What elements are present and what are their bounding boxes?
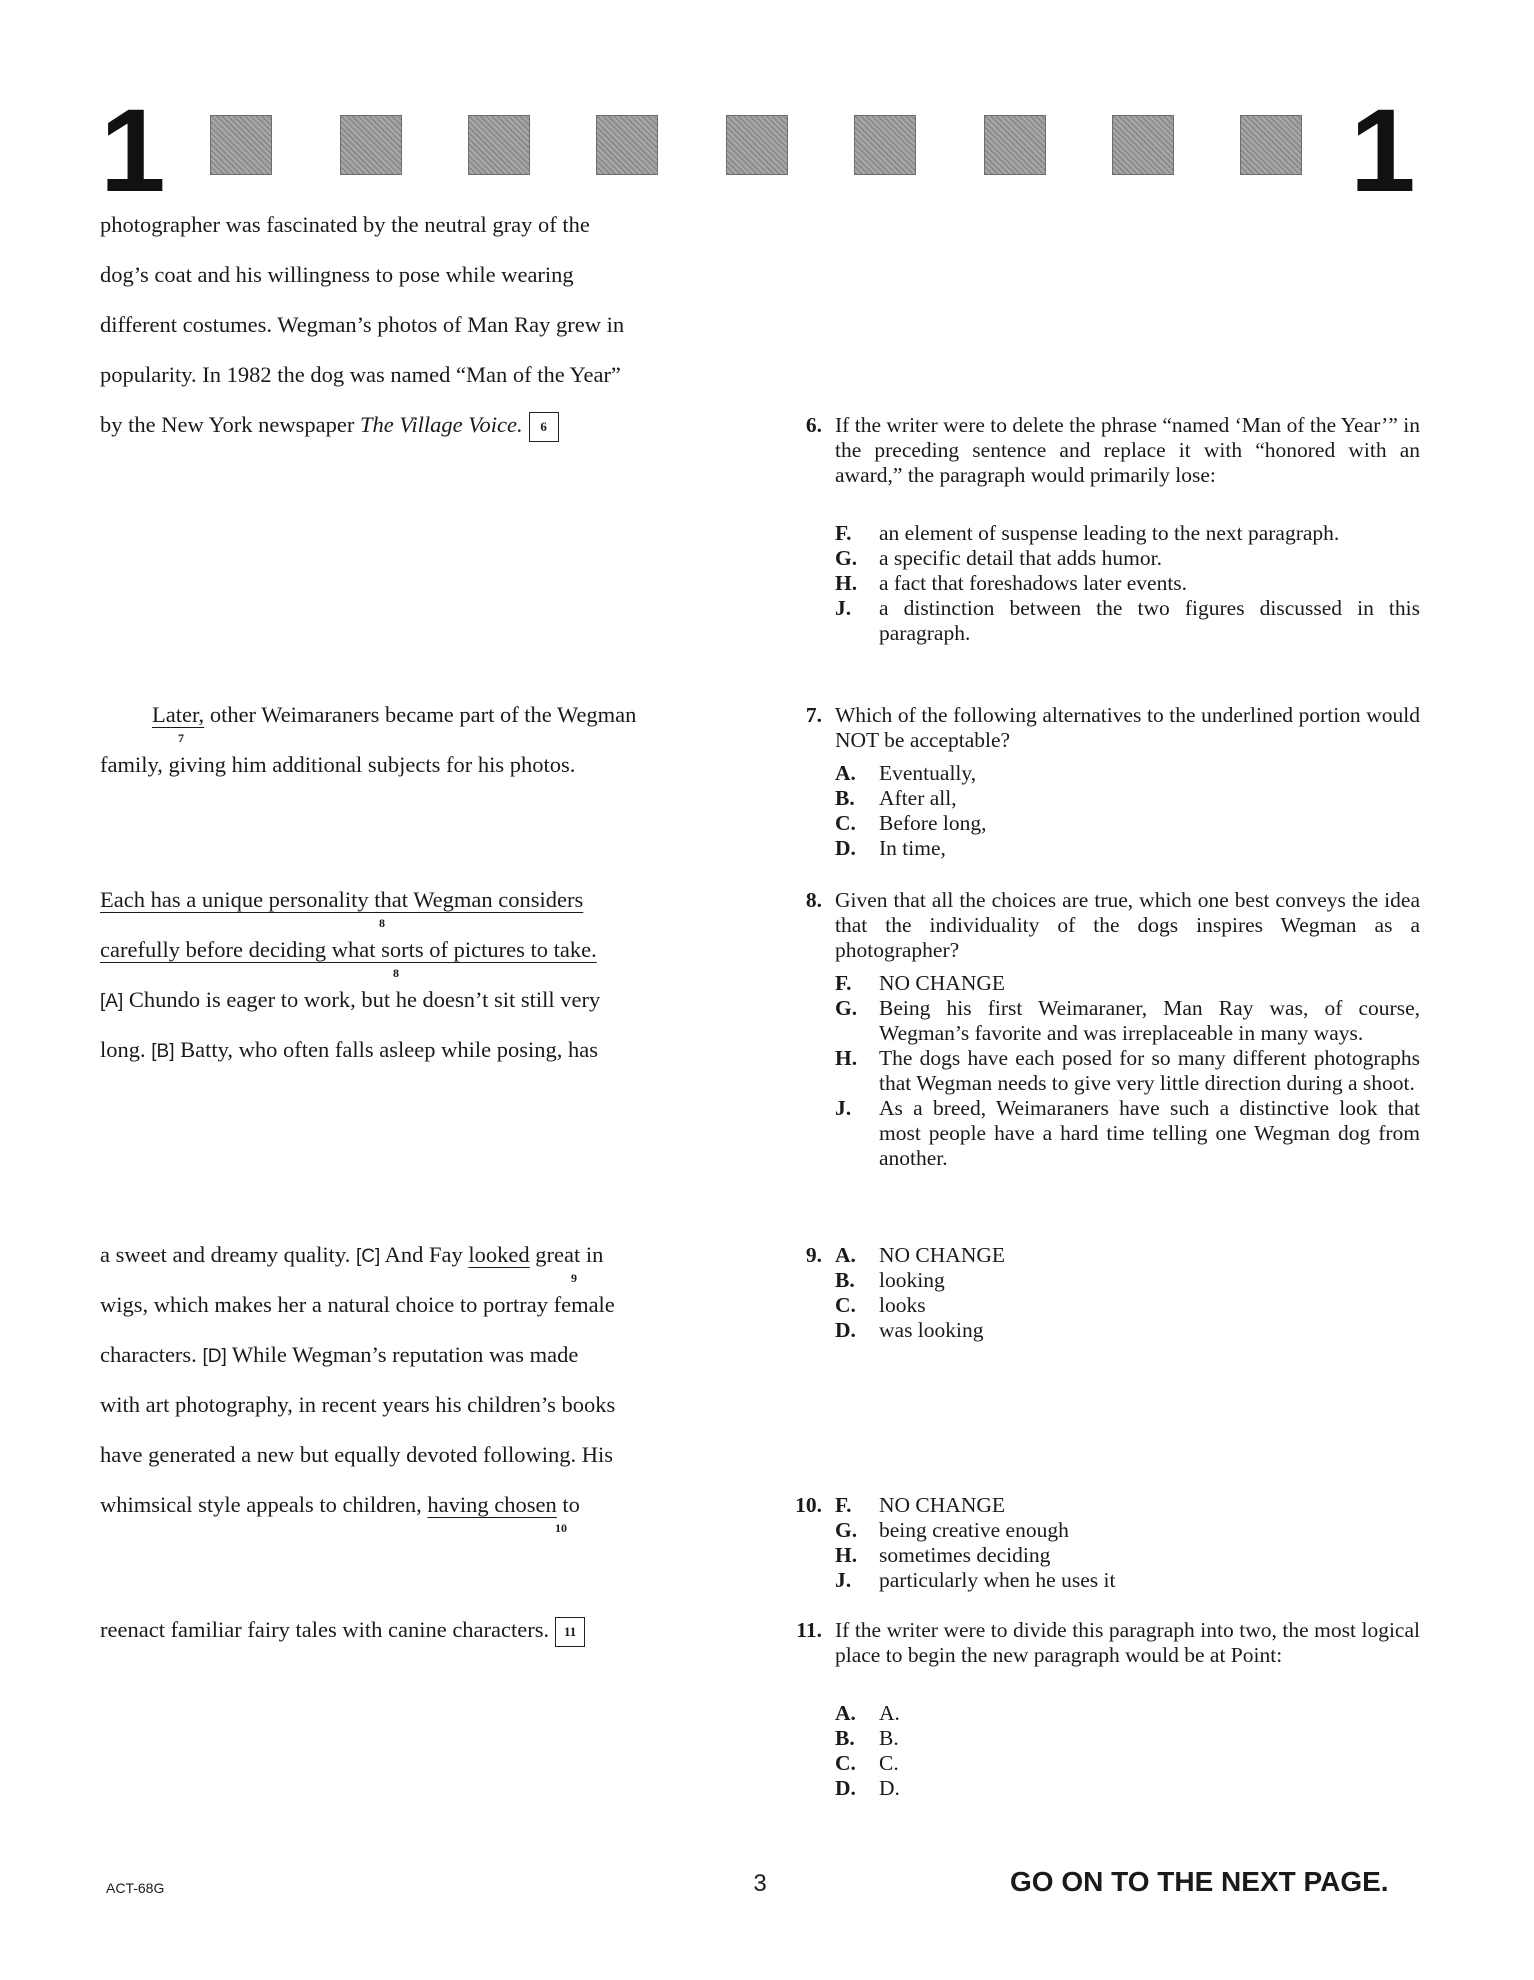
passage-line — [100, 885, 740, 915]
option-text: was looking — [879, 1318, 984, 1342]
option-text: The dogs have each posed for so many different photographs that Wegman needs to give very little direction during a shoot. — [879, 1046, 1420, 1095]
option-letter: A. — [835, 1243, 856, 1267]
option-text: looks — [879, 1293, 926, 1317]
answer-option[interactable] — [835, 1046, 1420, 1096]
point-d-marker: [D] — [202, 1346, 227, 1367]
underlined-portion-10[interactable]: having chosen — [427, 1492, 557, 1517]
option-text: NO CHANGE — [879, 1243, 1006, 1267]
question-number: 8. — [805, 888, 822, 912]
option-letter: D. — [835, 1318, 856, 1342]
passage-text: Batty, who often falls asleep while posing, has — [174, 1037, 598, 1062]
page-number: 3 — [753, 1870, 767, 1897]
passage-line — [100, 935, 740, 965]
passage-text: And Fay — [380, 1242, 469, 1267]
passage-line: popularity. In 1982 the dog was named “Man of the Year” — [100, 362, 621, 387]
question-number: 10. — [795, 1493, 822, 1517]
option-letter: G. — [835, 1518, 858, 1542]
answer-option[interactable] — [835, 811, 1420, 836]
question-stem: If the writer were to divide this paragraph into two, the most logical place to begin the new paragraph would be at Point: — [835, 1618, 1420, 1667]
passage-line: photographer was fascinated by the neutral gray of the — [100, 212, 590, 237]
answer-option[interactable] — [835, 546, 1420, 571]
answer-option[interactable] — [835, 996, 1420, 1046]
answer-option[interactable] — [835, 1518, 1420, 1543]
passage-line — [100, 1615, 740, 1647]
answer-option[interactable] — [835, 1701, 1420, 1726]
passage-line: with art photography, in recent years his children’s books — [100, 1392, 616, 1417]
question-stem: If the writer were to delete the phrase “named ‘Man of the Year’” in the preceding sentence and replace it with “honored with an award,” the paragraph would primarily lose: — [835, 413, 1420, 487]
passage-text: characters. — [100, 1342, 203, 1367]
underline-number-9: 9 — [571, 1271, 577, 1285]
option-letter: J. — [835, 596, 852, 620]
underline-number-8: 8 — [379, 916, 385, 930]
option-text: a specific detail that adds humor. — [879, 546, 1162, 570]
option-letter: A. — [835, 1701, 856, 1725]
passage-text: While Wegman’s reputation was made — [226, 1342, 579, 1367]
next-page-notice: GO ON TO THE NEXT PAGE. — [1010, 1866, 1389, 1897]
answer-options — [835, 521, 1420, 646]
option-letter: J. — [835, 1568, 852, 1592]
option-text: D. — [879, 1776, 900, 1800]
header-square — [726, 115, 788, 175]
question-number: 6. — [805, 413, 822, 437]
option-letter: F. — [835, 1493, 852, 1517]
option-text: being creative enough — [879, 1518, 1069, 1542]
form-code: ACT-68G — [106, 1880, 165, 1896]
option-letter: C. — [835, 811, 856, 835]
option-text: sometimes deciding — [879, 1543, 1051, 1567]
header-square — [210, 115, 272, 175]
answer-option[interactable] — [835, 1751, 1420, 1776]
passage-text: whimsical style appeals to children, — [100, 1492, 428, 1517]
passage-line — [100, 1240, 740, 1272]
answer-option[interactable] — [835, 761, 1420, 786]
option-letter: B. — [835, 786, 855, 810]
option-text: After all, — [879, 786, 957, 810]
passage-text: long. — [100, 1037, 152, 1062]
answer-option[interactable] — [835, 1243, 1420, 1268]
option-text: As a breed, Weimaraners have such a distinctive look that most people have a hard time telling one Wegman dog from another. — [879, 1096, 1420, 1170]
passage-line — [100, 1490, 740, 1520]
passage-line: wigs, which makes her a natural choice to portray female — [100, 1292, 615, 1317]
question-6-marker[interactable]: 6 — [529, 412, 559, 442]
option-letter: H. — [835, 571, 858, 595]
question-number: 7. — [805, 703, 822, 727]
option-text: particularly when he uses it — [879, 1568, 1116, 1592]
option-letter: D. — [835, 1776, 856, 1800]
answer-option[interactable] — [835, 1293, 1420, 1318]
question-11-marker[interactable]: 11 — [555, 1617, 585, 1647]
passage-line: different costumes. Wegman’s photos of Man Ray grew in — [100, 312, 625, 337]
answer-option[interactable] — [835, 971, 1420, 996]
option-text: an element of suspense leading to the next paragraph. — [879, 521, 1340, 545]
passage-text: by the New York newspaper — [100, 412, 360, 437]
option-letter: B. — [835, 1726, 855, 1750]
header-square — [984, 115, 1046, 175]
underlined-portion-8[interactable]: carefully before deciding what sorts of pictures to take. — [100, 937, 597, 962]
header-square — [468, 115, 530, 175]
header-square — [340, 115, 402, 175]
passage-line: family, giving him additional subjects for his photos. — [100, 752, 576, 777]
option-letter: G. — [835, 546, 858, 570]
answer-option[interactable] — [835, 1776, 1420, 1801]
option-letter: D. — [835, 836, 856, 860]
option-text: Being his first Weimaraner, Man Ray was, of course, Wegman’s favorite and was irreplaceable in many ways. — [879, 996, 1420, 1045]
underlined-portion-9[interactable]: looked — [468, 1242, 530, 1267]
passage-line — [100, 1035, 740, 1067]
underline-number-10: 10 — [555, 1521, 567, 1535]
option-text: looking — [879, 1268, 945, 1292]
newspaper-title: The Village Voice. — [359, 412, 523, 437]
passage-line: have generated a new but equally devoted following. His — [100, 1442, 613, 1467]
question-stem: Which of the following alternatives to the underlined portion would NOT be acceptable? — [835, 703, 1420, 752]
answer-option[interactable] — [835, 1726, 1420, 1751]
answer-option[interactable] — [835, 786, 1420, 811]
answer-option[interactable] — [835, 1318, 1420, 1343]
header-square — [1112, 115, 1174, 175]
option-text: In time, — [879, 836, 946, 860]
option-text: B. — [879, 1726, 899, 1750]
header-square — [1240, 115, 1302, 175]
passage-line — [152, 700, 792, 730]
option-letter: H. — [835, 1046, 858, 1070]
option-letter: G. — [835, 996, 858, 1020]
option-letter: A. — [835, 761, 856, 785]
section-number-right: 1 — [1350, 85, 1416, 217]
header-square — [596, 115, 658, 175]
answer-options — [835, 971, 1420, 1171]
header-square — [854, 115, 916, 175]
passage-line — [100, 985, 740, 1017]
point-c-marker: [C] — [355, 1246, 381, 1267]
option-text: a fact that foreshadows later events. — [879, 571, 1188, 595]
answer-options — [835, 1493, 1420, 1593]
answer-option[interactable] — [835, 1096, 1420, 1171]
answer-options — [835, 761, 1420, 861]
answer-options — [835, 1701, 1420, 1801]
passage-line: dog’s coat and his willingness to pose while wearing — [100, 262, 574, 287]
option-text: NO CHANGE — [879, 1493, 1006, 1517]
option-letter: C. — [835, 1293, 856, 1317]
option-text: Eventually, — [879, 761, 977, 785]
option-letter: C. — [835, 1751, 856, 1775]
passage-line — [100, 410, 740, 442]
question-number: 9. — [805, 1243, 822, 1267]
option-letter: B. — [835, 1268, 855, 1292]
point-b-marker: [B] — [151, 1041, 175, 1062]
option-letter: J. — [835, 1096, 852, 1120]
option-text: C. — [879, 1751, 899, 1775]
option-letter: F. — [835, 521, 852, 545]
answer-option[interactable] — [835, 1493, 1420, 1518]
answer-option[interactable] — [835, 596, 1420, 646]
option-text: A. — [879, 1701, 900, 1725]
underlined-portion-8[interactable]: Each has a unique personality that Wegman considers — [100, 887, 584, 912]
passage-text: Chundo is eager to work, but he doesn’t sit still very — [123, 987, 601, 1012]
answer-option[interactable] — [835, 1568, 1420, 1593]
passage-text: a sweet and dreamy quality. — [100, 1242, 356, 1267]
answer-option[interactable] — [835, 521, 1420, 546]
answer-option[interactable] — [835, 1543, 1420, 1568]
section-number-left: 1 — [100, 85, 166, 217]
passage-text: great in — [529, 1242, 604, 1267]
underline-number-8: 8 — [393, 966, 399, 980]
answer-option[interactable] — [835, 571, 1420, 596]
passage-line — [100, 1340, 740, 1372]
answer-option[interactable] — [835, 1268, 1420, 1293]
passage-text: reenact familiar fairy tales with canine characters. — [100, 1617, 550, 1642]
option-letter: F. — [835, 971, 852, 995]
answer-options — [835, 1243, 1420, 1343]
point-a-marker: [A] — [100, 991, 124, 1012]
option-letter: H. — [835, 1543, 858, 1567]
question-number: 11. — [796, 1618, 822, 1642]
passage-text: to — [556, 1492, 580, 1517]
option-text: NO CHANGE — [879, 971, 1006, 995]
answer-option[interactable] — [835, 836, 1420, 861]
option-text: a distinction between the two figures discussed in this paragraph. — [879, 596, 1420, 645]
option-text: Before long, — [879, 811, 987, 835]
question-stem: Given that all the choices are true, which one best conveys the idea that the individuality of the dogs inspires Wegman as a photographer? — [835, 888, 1420, 962]
underline-number-7: 7 — [178, 731, 184, 745]
passage-text: other Weimaraners became part of the Wegman — [204, 702, 637, 727]
underlined-portion-7[interactable]: Later, — [152, 702, 205, 727]
